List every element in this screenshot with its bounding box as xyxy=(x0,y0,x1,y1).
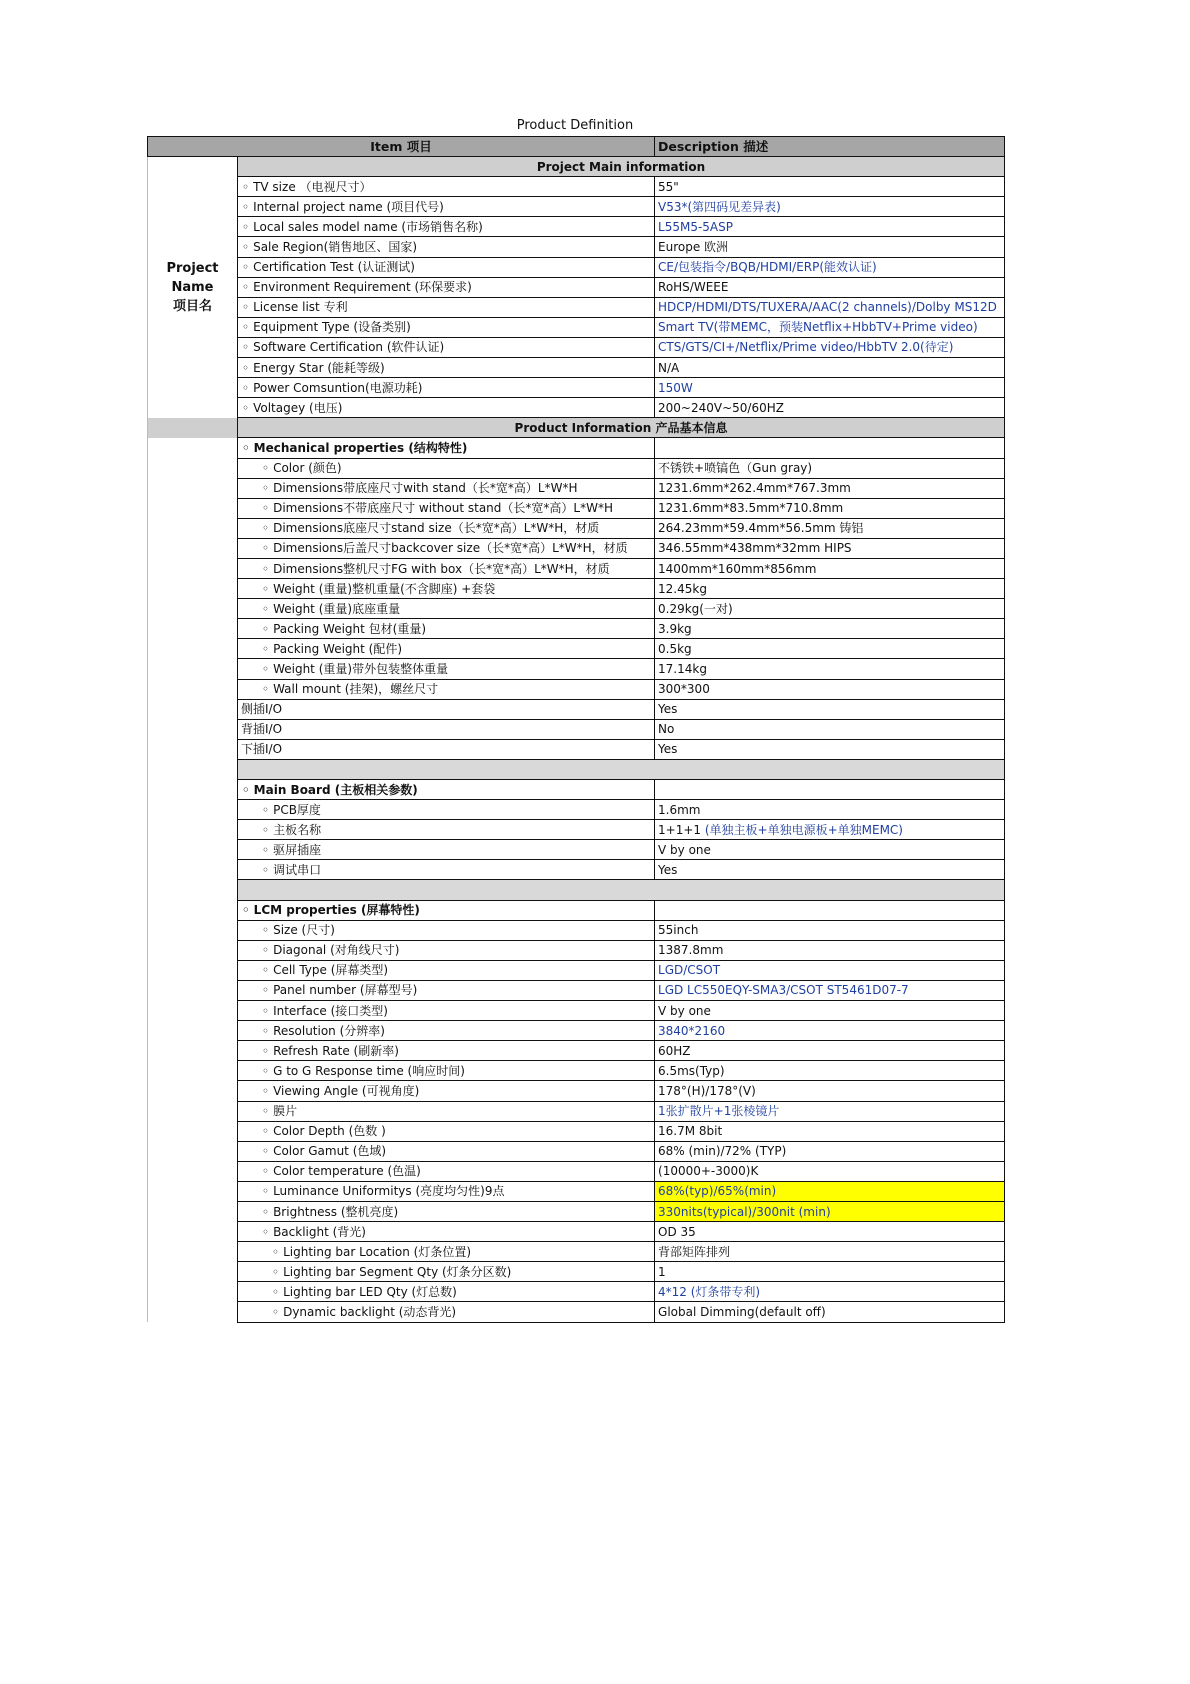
side-blank xyxy=(148,538,238,558)
value-cell: Europe 欧洲 xyxy=(655,237,1005,257)
table-row xyxy=(148,599,1005,619)
item-label: ◦ 主板名称 xyxy=(262,823,321,837)
item-label: ◦ Weight (重量)整机重量(不含脚座) +套袋 xyxy=(262,582,495,596)
item-label: ◦ Packing Weight 包材(重量) xyxy=(262,622,426,636)
band-cell xyxy=(238,880,1005,900)
document-title: Product Definition xyxy=(516,118,634,133)
side-blank xyxy=(148,498,238,518)
column-header-row xyxy=(148,137,1005,157)
table-row xyxy=(148,1161,1005,1181)
item-cell xyxy=(238,1081,655,1101)
table-row xyxy=(148,358,1005,378)
spacer-band xyxy=(148,759,1005,779)
side-blank xyxy=(148,639,238,659)
spec-table xyxy=(147,136,1005,1323)
table-row xyxy=(148,237,1005,257)
item-cell xyxy=(238,619,655,639)
item-label: ◦ Lighting bar LED Qty (灯总数) xyxy=(272,1285,457,1299)
item-cell: 下插I/O xyxy=(238,739,655,759)
item-cell xyxy=(238,1302,655,1322)
item-cell xyxy=(238,237,655,257)
table-row xyxy=(148,297,1005,317)
value-cell: 1 xyxy=(655,1262,1005,1282)
value-cell: No xyxy=(655,719,1005,739)
item-cell xyxy=(238,277,655,297)
item-cell: 侧插I/O xyxy=(238,699,655,719)
side-blank xyxy=(148,1041,238,1061)
value-cell: 0.5kg xyxy=(655,639,1005,659)
value-cell xyxy=(655,1201,1005,1221)
item-cell xyxy=(238,337,655,357)
value-plain: 1+1+1 xyxy=(658,822,705,837)
side-label: Project Name 项目名 xyxy=(148,157,238,418)
item-cell xyxy=(238,1201,655,1221)
value-cell: 346.55mm*438mm*32mm HIPS xyxy=(655,538,1005,558)
section-main-title: Project Main information xyxy=(238,157,1005,177)
table-row xyxy=(148,337,1005,357)
item-cell xyxy=(238,1121,655,1141)
value-cell: 4*12 (灯条带专利) xyxy=(655,1282,1005,1302)
value-cell: 55" xyxy=(655,177,1005,197)
value-cell: 17.14kg xyxy=(655,659,1005,679)
group-label: ◦ Mechanical properties (结构特性) xyxy=(242,441,467,455)
side-blank xyxy=(148,1201,238,1221)
side-blank xyxy=(148,940,238,960)
side-blank xyxy=(148,599,238,619)
item-label: ◦ Color (颜色) xyxy=(262,461,342,475)
value-blue: (单独主板+单独电源板+单独MEMC) xyxy=(704,822,903,837)
item-cell xyxy=(238,558,655,578)
side-blank xyxy=(148,619,238,639)
table-row xyxy=(148,1302,1005,1322)
item-label: ◦ Wall mount (挂架)，螺丝尺寸 xyxy=(262,682,438,696)
item-label: ◦ Power Comsuntion(电源功耗) xyxy=(242,381,422,395)
side-blank xyxy=(148,960,238,980)
item-label: ◦ Dimensions后盖尺寸backcover size（长*宽*高）L*W*H，材质 xyxy=(262,541,628,555)
spacer-band xyxy=(148,880,1005,900)
group-label: ◦ Main Board (主板相关参数) xyxy=(242,783,418,797)
value-cell: CE/包装指令/BQB/HDMI/ERP(能效认证) xyxy=(655,257,1005,277)
value-cell: 1231.6mm*262.4mm*767.3mm xyxy=(655,478,1005,498)
value-cell xyxy=(655,780,1005,800)
value-cell: 6.5ms(Typ) xyxy=(655,1061,1005,1081)
side-blank xyxy=(148,558,238,578)
item-cell xyxy=(238,1282,655,1302)
value-cell xyxy=(655,1181,1005,1201)
table-row xyxy=(148,1001,1005,1021)
item-label: ◦ Panel number (屏幕型号) xyxy=(262,983,417,997)
side-blank xyxy=(148,800,238,820)
item-label: ◦ Color Gamut (色域) xyxy=(262,1144,386,1158)
item-cell xyxy=(238,1181,655,1201)
table-row xyxy=(148,1181,1005,1201)
highlighted-value: 330nits(typical)/300nit (min) xyxy=(658,1204,831,1219)
item-cell xyxy=(238,518,655,538)
item-label: ◦ Dynamic backlight (动态背光) xyxy=(272,1305,456,1319)
item-cell xyxy=(238,1101,655,1121)
value-cell: 12.45kg xyxy=(655,579,1005,599)
side-blank xyxy=(148,1121,238,1141)
table-row xyxy=(148,478,1005,498)
side-blank xyxy=(148,739,238,759)
side-blank xyxy=(148,518,238,538)
item-label: ◦ Backlight (背光) xyxy=(262,1225,366,1239)
main-board-header xyxy=(148,780,1005,800)
value-cell: N/A xyxy=(655,358,1005,378)
table-row xyxy=(148,739,1005,759)
table-row xyxy=(148,197,1005,217)
table-row xyxy=(148,1141,1005,1161)
item-cell xyxy=(238,1262,655,1282)
table-row xyxy=(148,498,1005,518)
lcm-header xyxy=(148,900,1005,920)
side-blank xyxy=(148,1262,238,1282)
value-cell: 不锈铁+喷镐色（Gun gray) xyxy=(655,458,1005,478)
table-row xyxy=(148,378,1005,398)
item-label: ◦ License list 专利 xyxy=(242,300,348,314)
item-label: ◦ Local sales model name (市场销售名称) xyxy=(242,220,483,234)
item-cell xyxy=(238,659,655,679)
table-row xyxy=(148,458,1005,478)
mechanical-header xyxy=(148,438,1005,458)
value-cell: HDCP/HDMI/DTS/TUXERA/AAC(2 channels)/Dolby MS12D xyxy=(655,297,1005,317)
item-label: ◦ Equipment Type (设备类别) xyxy=(242,320,411,334)
item-label: ◦ Weight (重量)底座重量 xyxy=(262,602,400,616)
band-cell xyxy=(238,759,1005,779)
side-blank xyxy=(148,820,238,840)
item-label: ◦ G to G Response time (响应时间) xyxy=(262,1064,465,1078)
item-label: ◦ Luminance Uniformitys (亮度均匀性)9点 xyxy=(262,1184,504,1198)
section-main-header xyxy=(148,157,1005,177)
side-blank xyxy=(148,980,238,1000)
item-label: ◦ Diagonal (对角线尺寸) xyxy=(262,943,399,957)
side-blank xyxy=(148,458,238,478)
table-row xyxy=(148,820,1005,840)
table-row xyxy=(148,538,1005,558)
side-blank xyxy=(148,679,238,699)
item-cell xyxy=(238,1242,655,1262)
value-cell: 178°(H)/178°(V) xyxy=(655,1081,1005,1101)
side-blank xyxy=(148,1141,238,1161)
item-label: ◦ TV size （电视尺寸） xyxy=(242,180,372,194)
table-row xyxy=(148,1262,1005,1282)
item-cell xyxy=(238,1141,655,1161)
column-header-item: Item 项目 xyxy=(148,137,655,157)
item-cell xyxy=(238,398,655,418)
item-cell xyxy=(238,599,655,619)
item-cell xyxy=(238,639,655,659)
item-cell xyxy=(238,297,655,317)
value-cell: OD 35 xyxy=(655,1222,1005,1242)
table-row xyxy=(148,920,1005,940)
table-row xyxy=(148,257,1005,277)
item-label: ◦ Brightness (整机亮度) xyxy=(262,1205,398,1219)
value-cell: RoHS/WEEE xyxy=(655,277,1005,297)
group-label: ◦ LCM properties (屏幕特性) xyxy=(242,903,420,917)
table-row xyxy=(148,1101,1005,1121)
value-cell: 16.7M 8bit xyxy=(655,1121,1005,1141)
value-cell: 3.9kg xyxy=(655,619,1005,639)
value-cell: Yes xyxy=(655,860,1005,880)
item-label: ◦ 驱屏插座 xyxy=(262,843,321,857)
value-cell: 200~240V~50/60HZ xyxy=(655,398,1005,418)
table-row xyxy=(148,398,1005,418)
item-cell xyxy=(238,177,655,197)
value-cell: 68% (min)/72% (TYP) xyxy=(655,1141,1005,1161)
item-label: ◦ Size (尺寸) xyxy=(262,923,335,937)
table-row xyxy=(148,558,1005,578)
item-cell xyxy=(238,679,655,699)
value-cell: V53*(第四码见差异表) xyxy=(655,197,1005,217)
item-label: ◦ Dimensions不带底座尺寸 without stand（长*宽*高）L*W*H xyxy=(262,501,613,515)
item-label: ◦ Weight (重量)带外包装整体重量 xyxy=(262,662,448,676)
table-row xyxy=(148,639,1005,659)
item-cell xyxy=(238,960,655,980)
section-side-fill xyxy=(148,418,238,438)
item-label: ◦ Viewing Angle (可视角度) xyxy=(262,1084,419,1098)
side-blank xyxy=(148,1001,238,1021)
value-cell: 150W xyxy=(655,378,1005,398)
item-cell xyxy=(238,358,655,378)
table-row xyxy=(148,960,1005,980)
value-cell: 背部矩阵排列 xyxy=(655,1242,1005,1262)
table-row xyxy=(148,699,1005,719)
side-blank xyxy=(148,1222,238,1242)
item-cell xyxy=(238,940,655,960)
side-blank xyxy=(148,699,238,719)
item-cell xyxy=(238,1041,655,1061)
value-cell: 60HZ xyxy=(655,1041,1005,1061)
value-cell xyxy=(655,820,1005,840)
table-row xyxy=(148,1201,1005,1221)
group-label-cell xyxy=(238,780,655,800)
value-cell: LGD/CSOT xyxy=(655,960,1005,980)
item-cell xyxy=(238,820,655,840)
item-label: ◦ Voltagey (电压) xyxy=(242,401,342,415)
value-cell: Smart TV(带MEMC，预装Netflix+HbbTV+Prime video) xyxy=(655,317,1005,337)
side-blank xyxy=(148,1302,238,1322)
item-label: ◦ Lighting bar Segment Qty (灯条分区数) xyxy=(272,1265,511,1279)
column-header-description: Description 描述 xyxy=(655,137,1005,157)
table-row xyxy=(148,800,1005,820)
item-label: ◦ Dimensions整机尺寸FG with box（长*宽*高）L*W*H，材质 xyxy=(262,562,610,576)
item-cell xyxy=(238,1161,655,1181)
side-blank xyxy=(148,438,238,458)
table-row xyxy=(148,860,1005,880)
table-row xyxy=(148,940,1005,960)
table-row xyxy=(148,1121,1005,1141)
item-cell xyxy=(238,538,655,558)
side-blank xyxy=(148,1181,238,1201)
value-cell: V by one xyxy=(655,1001,1005,1021)
table-row xyxy=(148,317,1005,337)
table-row xyxy=(148,1041,1005,1061)
item-cell xyxy=(238,1222,655,1242)
value-cell: 55inch xyxy=(655,920,1005,940)
value-cell: Yes xyxy=(655,739,1005,759)
item-label: ◦ Sale Region(销售地区、国家) xyxy=(242,240,417,254)
item-label: ◦ Environment Requirement (环保要求) xyxy=(242,280,472,294)
item-label: ◦ Software Certification (软件认证) xyxy=(242,340,444,354)
table-row xyxy=(148,679,1005,699)
side-blank xyxy=(148,1081,238,1101)
side-blank xyxy=(148,579,238,599)
item-label: ◦ Internal project name (项目代号) xyxy=(242,200,444,214)
value-cell: 1张扩散片+1张棱镜片 xyxy=(655,1101,1005,1121)
item-cell xyxy=(238,840,655,860)
side-blank xyxy=(148,1061,238,1081)
item-label: ◦ Color temperature (色温) xyxy=(262,1164,421,1178)
section-product-header xyxy=(148,418,1005,438)
item-label: ◦ Dimensions带底座尺寸with stand（长*宽*高）L*W*H xyxy=(262,481,578,495)
item-cell xyxy=(238,478,655,498)
item-cell xyxy=(238,1061,655,1081)
side-blank xyxy=(148,478,238,498)
table-row xyxy=(148,1282,1005,1302)
value-cell: (10000+-3000)K xyxy=(655,1161,1005,1181)
item-cell xyxy=(238,257,655,277)
side-blank xyxy=(148,1282,238,1302)
side-blank xyxy=(148,780,238,800)
side-blank xyxy=(148,880,238,900)
table-row xyxy=(148,840,1005,860)
value-cell xyxy=(655,438,1005,458)
group-label-cell xyxy=(238,900,655,920)
highlighted-value: 68%(typ)/65%(min) xyxy=(658,1184,777,1199)
value-cell: LGD LC550EQY-SMA3/CSOT ST5461D07-7 xyxy=(655,980,1005,1000)
item-label: ◦ PCB厚度 xyxy=(262,803,321,817)
table-row xyxy=(148,659,1005,679)
item-cell xyxy=(238,498,655,518)
table-row xyxy=(148,1081,1005,1101)
item-cell: 背插I/O xyxy=(238,719,655,739)
table-row xyxy=(148,177,1005,197)
item-cell xyxy=(238,217,655,237)
side-blank xyxy=(148,860,238,880)
section-product-title: Product Information 产品基本信息 xyxy=(238,418,1005,438)
table-row xyxy=(148,277,1005,297)
item-label: ◦ Refresh Rate (刷新率) xyxy=(262,1044,399,1058)
item-label: ◦ 调试串口 xyxy=(262,863,321,877)
item-label: ◦ Lighting bar Location (灯条位置) xyxy=(272,1245,471,1259)
item-label: ◦ Cell Type (屏幕类型) xyxy=(262,963,388,977)
value-cell xyxy=(655,900,1005,920)
item-cell xyxy=(238,458,655,478)
item-label: ◦ 膜片 xyxy=(262,1104,297,1118)
side-blank xyxy=(148,900,238,920)
side-blank xyxy=(148,920,238,940)
item-label: ◦ Packing Weight (配件) xyxy=(262,642,402,656)
item-cell xyxy=(238,860,655,880)
value-cell: CTS/GTS/CI+/Netflix/Prime video/HbbTV 2.0(待定) xyxy=(655,337,1005,357)
table-row xyxy=(148,1242,1005,1262)
item-label: ◦ Color Depth (色数 ) xyxy=(262,1124,386,1138)
item-label: ◦ Interface (接口类型) xyxy=(262,1004,388,1018)
item-cell xyxy=(238,197,655,217)
side-blank xyxy=(148,659,238,679)
table-row xyxy=(148,579,1005,599)
item-label: ◦ Dimensions底座尺寸stand size（长*宽*高）L*W*H，材质 xyxy=(262,521,599,535)
table-row xyxy=(148,1021,1005,1041)
value-cell: Yes xyxy=(655,699,1005,719)
item-cell xyxy=(238,800,655,820)
side-blank xyxy=(148,840,238,860)
value-cell: 3840*2160 xyxy=(655,1021,1005,1041)
value-cell: 1387.8mm xyxy=(655,940,1005,960)
item-cell xyxy=(238,1001,655,1021)
item-cell xyxy=(238,980,655,1000)
value-cell: 0.29kg(一对) xyxy=(655,599,1005,619)
item-cell xyxy=(238,1021,655,1041)
table-row xyxy=(148,217,1005,237)
side-blank xyxy=(148,1242,238,1262)
item-label: ◦ Certification Test (认证测试) xyxy=(242,260,415,274)
value-cell: V by one xyxy=(655,840,1005,860)
value-cell: 264.23mm*59.4mm*56.5mm 铸铝 xyxy=(655,518,1005,538)
table-row xyxy=(148,619,1005,639)
side-blank xyxy=(148,1021,238,1041)
item-cell xyxy=(238,317,655,337)
value-cell: L55M5-5ASP xyxy=(655,217,1005,237)
value-cell: 1231.6mm*83.5mm*710.8mm xyxy=(655,498,1005,518)
value-cell: Global Dimming(default off) xyxy=(655,1302,1005,1322)
side-blank xyxy=(148,1161,238,1181)
value-cell: 1.6mm xyxy=(655,800,1005,820)
item-cell xyxy=(238,378,655,398)
table-row xyxy=(148,719,1005,739)
item-cell xyxy=(238,920,655,940)
item-label: ◦ Energy Star (能耗等级) xyxy=(242,361,385,375)
side-blank xyxy=(148,1101,238,1121)
item-cell xyxy=(238,579,655,599)
table-row xyxy=(148,1222,1005,1242)
side-blank xyxy=(148,719,238,739)
value-cell: 300*300 xyxy=(655,679,1005,699)
item-label: ◦ Resolution (分辨率) xyxy=(262,1024,385,1038)
table-row xyxy=(148,518,1005,538)
table-row xyxy=(148,980,1005,1000)
side-blank xyxy=(148,759,238,779)
table-row xyxy=(148,1061,1005,1081)
value-cell: 1400mm*160mm*856mm xyxy=(655,558,1005,578)
group-label-cell xyxy=(238,438,655,458)
